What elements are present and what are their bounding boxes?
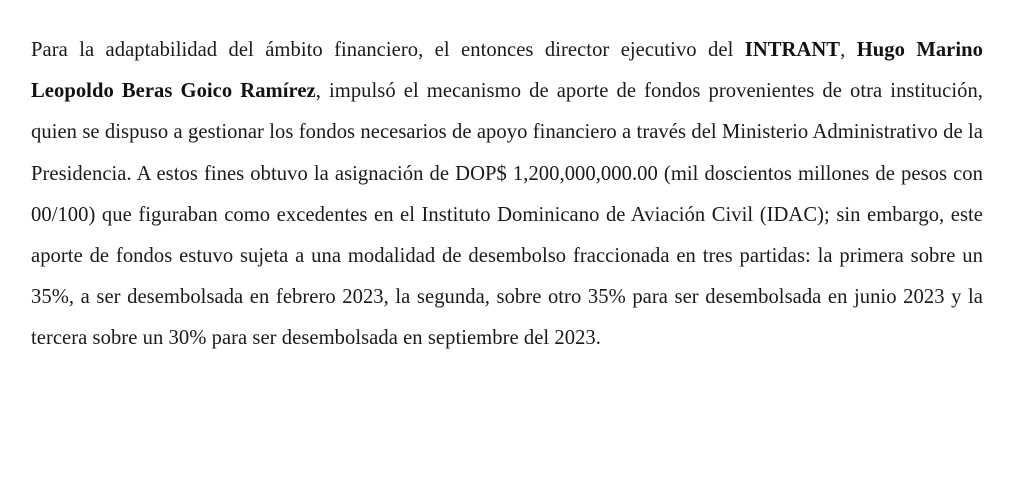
body-paragraph [31, 30, 983, 360]
paragraph-text-intro: Para la adaptabilidad del ámbito financiero, el entonces director ejecutivo del [31, 39, 745, 61]
organization-name: INTRANT [744, 39, 841, 61]
person-name: Hugo Marino Leopoldo Beras Goico Ramírez [31, 39, 983, 103]
paragraph-text-separator: , [840, 39, 857, 61]
paragraph-text-body: , impulsó el mecanismo de aporte de fondos provenientes de otra institución, quien se dispuso a gestionar los fondos necesarios de apoyo financiero a través del Ministerio Administrativo de la Presidencia. A estos fines obtuvo la asignación de DOP$ 1,200,000,000.00 (mil doscientos millones de pesos con 00/100) que figuraban como excedentes en el Instituto Dominicano de Aviación Civil (IDAC); sin embargo, este aporte de fondos estuvo sujeta a una modalidad de desembolso fraccionada en tres partidas: la primera sobre un 35%, a ser desembolsada en febrero 2023, la segunda, sobre otro 35% para ser desembolsada en junio 2023 y la tercera sobre un 30% para ser desembolsada en septiembre del 2023. [31, 80, 983, 350]
